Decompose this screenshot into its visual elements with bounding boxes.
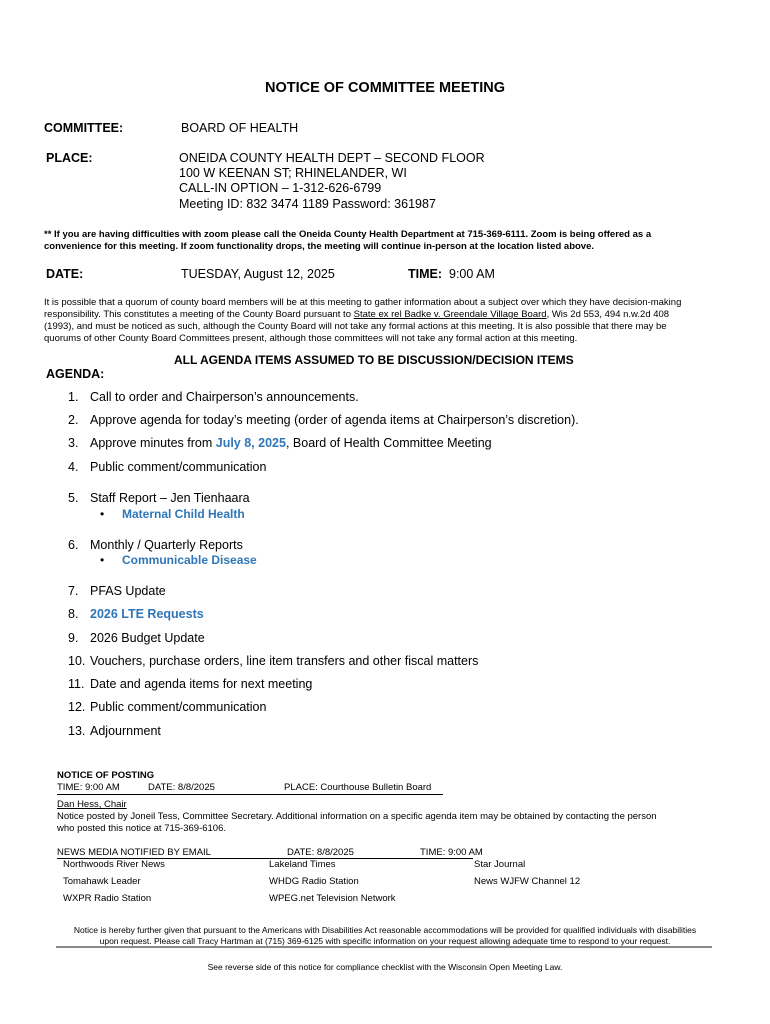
agenda-item [68, 677, 312, 691]
posted-by-line-2: who posted this notice at 715-369-6106. [57, 823, 227, 834]
document-title: NOTICE OF COMMITTEE MEETING [264, 80, 506, 96]
posted-by-line-1: Notice posted by Joneil Tess, Committee Secretary. Additional information on a specific agenda item may be obtained by contacting the person [57, 811, 657, 822]
chair-signature: Dan Hess, Chair [57, 799, 127, 810]
agenda-text: Vouchers, purchase orders, line item transfers and other fiscal matters [90, 654, 479, 668]
agenda-number: 7. [68, 584, 79, 598]
agenda-number: 11. [68, 677, 85, 691]
agenda-number: 10. [68, 654, 86, 668]
agenda-item [68, 654, 478, 668]
posting-place: PLACE: Courthouse Bulletin Board [284, 782, 432, 793]
agenda-text: Approve minutes from [90, 436, 216, 450]
quorum-line-3: (1993), and must be noticed as such, although the County Board will not take any formal actions at this meeting. It is also possible that there may be [44, 321, 667, 332]
agenda-text: PFAS Update [90, 584, 166, 598]
communicable-disease-link[interactable]: Communicable Disease [122, 553, 257, 567]
agenda-item [68, 700, 266, 714]
media-outlet: Star Journal [474, 859, 526, 870]
agenda-number: 5. [68, 491, 79, 505]
agenda-text: Date and agenda items for next meeting [90, 677, 313, 691]
agenda-text: Public comment/communication [90, 460, 267, 474]
ada-notice-line-1: Notice is hereby further given that pursuant to the Americans with Disabilities Act reasonable accommodations will be provided for qualified individuals with disabilities [73, 925, 697, 935]
committee-value: BOARD OF HEALTH [181, 121, 299, 135]
agenda-item [68, 538, 243, 552]
quorum-line-2-post: , Wis 2d 553, 494 n.w.2d 408 [546, 309, 670, 320]
quorum-line-2-pre: responsibility. This constitutes a meeting of the County Board pursuant to [44, 309, 354, 320]
zoom-note-line-1: ** If you are having difficulties with zoom please call the Oneida County Health Department at 715-369-6111. Zoom is being offered as a [44, 229, 652, 240]
agenda-number: 3. [68, 436, 79, 450]
lte-requests-link[interactable]: 2026 LTE Requests [90, 607, 204, 621]
quorum-line-2 [44, 309, 669, 320]
agenda-text: Call to order and Chairperson’s announcements. [90, 390, 359, 404]
agenda-number: 12. [68, 700, 86, 714]
posting-underline [57, 794, 443, 795]
place-line-3: CALL-IN OPTION – 1-312-626-6799 [179, 181, 382, 195]
quorum-line-1: It is possible that a quorum of county board members will be at this meeting to gather information about a subject over which they have decision-making [44, 297, 682, 308]
quorum-line-4: quorums of other County Board Committees present, although those committees will not take any formal action at this meeting. [44, 333, 578, 344]
time-label: TIME: [408, 267, 443, 281]
agenda-item [68, 607, 204, 621]
media-time: TIME: 9:00 AM [420, 847, 483, 858]
agenda-text: Approve agenda for today’s meeting (order of agenda items at Chairperson’s discretion). [90, 413, 579, 427]
media-heading: NEWS MEDIA NOTIFIED BY EMAIL [57, 847, 211, 858]
all-items-note: ALL AGENDA ITEMS ASSUMED TO BE DISCUSSION/DECISION ITEMS [174, 353, 574, 367]
bullet-icon: • [100, 507, 105, 521]
date-label: DATE: [46, 267, 84, 281]
agenda-item [68, 436, 492, 450]
media-outlet: WPEG.net Television Network [269, 893, 396, 904]
footer-note: See reverse side of this notice for compliance checklist with the Wisconsin Open Meeting Law. [207, 962, 563, 972]
agenda-number: 2. [68, 413, 79, 427]
place-line-1: ONEIDA COUNTY HEALTH DEPT – SECOND FLOOR [179, 151, 485, 165]
agenda-number: 13. [68, 724, 86, 738]
bullet-icon: • [100, 553, 105, 567]
agenda-text: Public comment/communication [90, 700, 267, 714]
agenda-item [68, 460, 266, 474]
minutes-link[interactable]: July 8, 2025 [215, 436, 286, 450]
agenda-sub-item [100, 553, 257, 567]
agenda-number: 6. [68, 538, 79, 552]
agenda-label: AGENDA: [46, 367, 105, 381]
committee-label: COMMITTEE: [44, 121, 124, 135]
agenda-number: 1. [68, 390, 79, 404]
agenda-sub-item [100, 507, 245, 521]
media-outlet: Lakeland Times [269, 859, 336, 870]
place-label: PLACE: [46, 151, 93, 165]
agenda-text: Monthly / Quarterly Reports [90, 538, 243, 552]
media-outlet: WHDG Radio Station [269, 876, 359, 887]
media-outlet: WXPR Radio Station [63, 893, 152, 904]
agenda-item [68, 390, 359, 404]
date-value: TUESDAY, August 12, 2025 [181, 267, 335, 281]
place-line-2: 100 W KEENAN ST; RHINELANDER, WI [179, 166, 407, 180]
agenda-number: 4. [68, 460, 79, 474]
agenda-text: Adjournment [90, 724, 161, 738]
place-line-4: Meeting ID: 832 3474 1189 Password: 361987 [179, 197, 436, 211]
media-outlet: News WJFW Channel 12 [474, 876, 581, 887]
agenda-item [68, 491, 250, 505]
agenda-text-post: , Board of Health Committee Meeting [285, 436, 492, 450]
agenda-text: Staff Report – Jen Tienhaara [90, 491, 250, 505]
media-outlet: Tomahawk Leader [63, 876, 141, 887]
case-citation: State ex rel Badke v. Greendale Village Board [353, 309, 547, 320]
zoom-note-line-2: convenience for this meeting. If zoom functionality drops, the meeting will continue in-person at the location listed above. [44, 241, 595, 252]
posting-date: DATE: 8/8/2025 [148, 782, 215, 793]
agenda-item [68, 413, 579, 427]
agenda-number: 9. [68, 631, 79, 645]
agenda-item [68, 724, 161, 738]
agenda-number: 8. [68, 607, 79, 621]
divider-rule [56, 946, 712, 948]
agenda-item [68, 631, 205, 645]
ada-notice-line-2: upon request. Please call Tracy Hartman at (715) 369-6125 with specific information on your request allowing adequate time to respond to your request. [99, 936, 671, 946]
agenda-text: 2026 Budget Update [90, 631, 205, 645]
posting-time: TIME: 9:00 AM [57, 782, 120, 793]
media-date: DATE: 8/8/2025 [287, 847, 354, 858]
maternal-child-health-link[interactable]: Maternal Child Health [122, 507, 245, 521]
posting-heading: NOTICE OF POSTING [57, 770, 155, 781]
time-value: 9:00 AM [449, 267, 495, 281]
agenda-item [68, 584, 166, 598]
media-outlet: Northwoods River News [63, 859, 165, 870]
